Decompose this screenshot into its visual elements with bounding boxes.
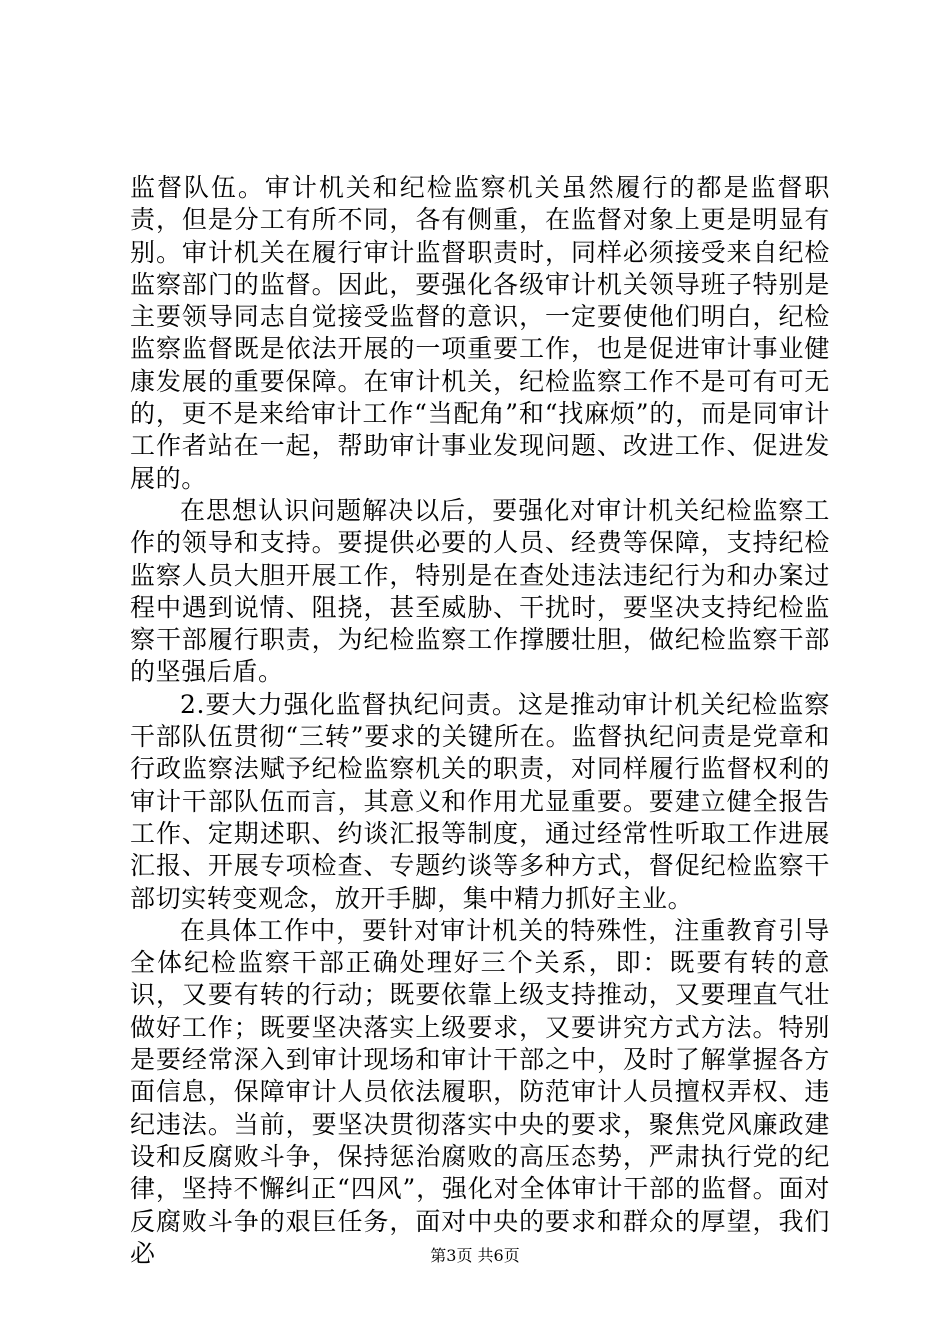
page-number: 第3页 共6页 — [430, 1246, 520, 1265]
body-text — [130, 172, 830, 1270]
page-footer — [0, 1243, 950, 1266]
paragraph-4: 在具体工作中，要针对审计机关的特殊性，注重教育引导全体纪检监察干部正确处理好三个关系，即：既要有转的意识，又要有转的行动；既要依靠上级支持推动，又要理直气壮做好工作；既要坚决落实上级要求，又要讲究方式方法。特别是要经常深入到审计现场和审计干部之中，及时了解掌握各方面信息，保障审计人员依法履职，防范审计人员擅权弄权、违纪违法。当前，要坚决贯彻落实中央的要求，聚焦党风廉政建设和反腐败斗争，保持惩治腐败的高压态势，严肃执行党的纪律，坚持不懈纠正“四风”，强化对全体审计干部的监督。面对反腐败斗争的艰巨任务，面对中央的要求和群众的厚望，我们必 — [130, 915, 830, 1268]
paragraph-1: 监督队伍。审计机关和纪检监察机关虽然履行的都是监督职责，但是分工有所不同，各有侧重，在监督对象上更是明显有别。审计机关在履行审计监督职责时，同样必须接受来自纪检监察部门的监督。因此，要强化各级审计机关领导班子特别是主要领导同志自觉接受监督的意识，一定要使他们明白，纪检监察监督既是依法开展的一项重要工作，也是促进审计事业健康发展的重要保障。在审计机关，纪检监察工作不是可有可无的，更不是来给审计工作“当配角”和“找麻烦”的，而是同审计工作者站在一起，帮助审计事业发现问题、改进工作、促进发展的。 — [130, 173, 830, 493]
paragraph-2: 在思想认识问题解决以后，要强化对审计机关纪检监察工作的领导和支持。要提供必要的人员、经费等保障，支持纪检监察人员大胆开展工作，特别是在查处违法违纪行为和办案过程中遇到说情、阻挠，甚至威胁、干扰时，要坚决支持纪检监察干部履行职责，为纪检监察工作撑腰壮胆，做纪检监察干部的坚强后盾。 — [130, 495, 830, 687]
paragraph-3: 2.要大力强化监督执纪问责。这是推动审计机关纪检监察干部队伍贯彻“三转”要求的关键所在。监督执纪问责是党章和行政监察法赋予纪检监察机关的职责，对同样履行监督权利的审计干部队伍而言，其意义和作用尤显重要。要建立健全报告工作、定期述职、约谈汇报等制度，通过经常性听取工作进展汇报、开展专项检查、专题约谈等多种方式，督促纪检监察干部切实转变观念，放开手脚，集中精力抓好主业。 — [130, 689, 830, 913]
